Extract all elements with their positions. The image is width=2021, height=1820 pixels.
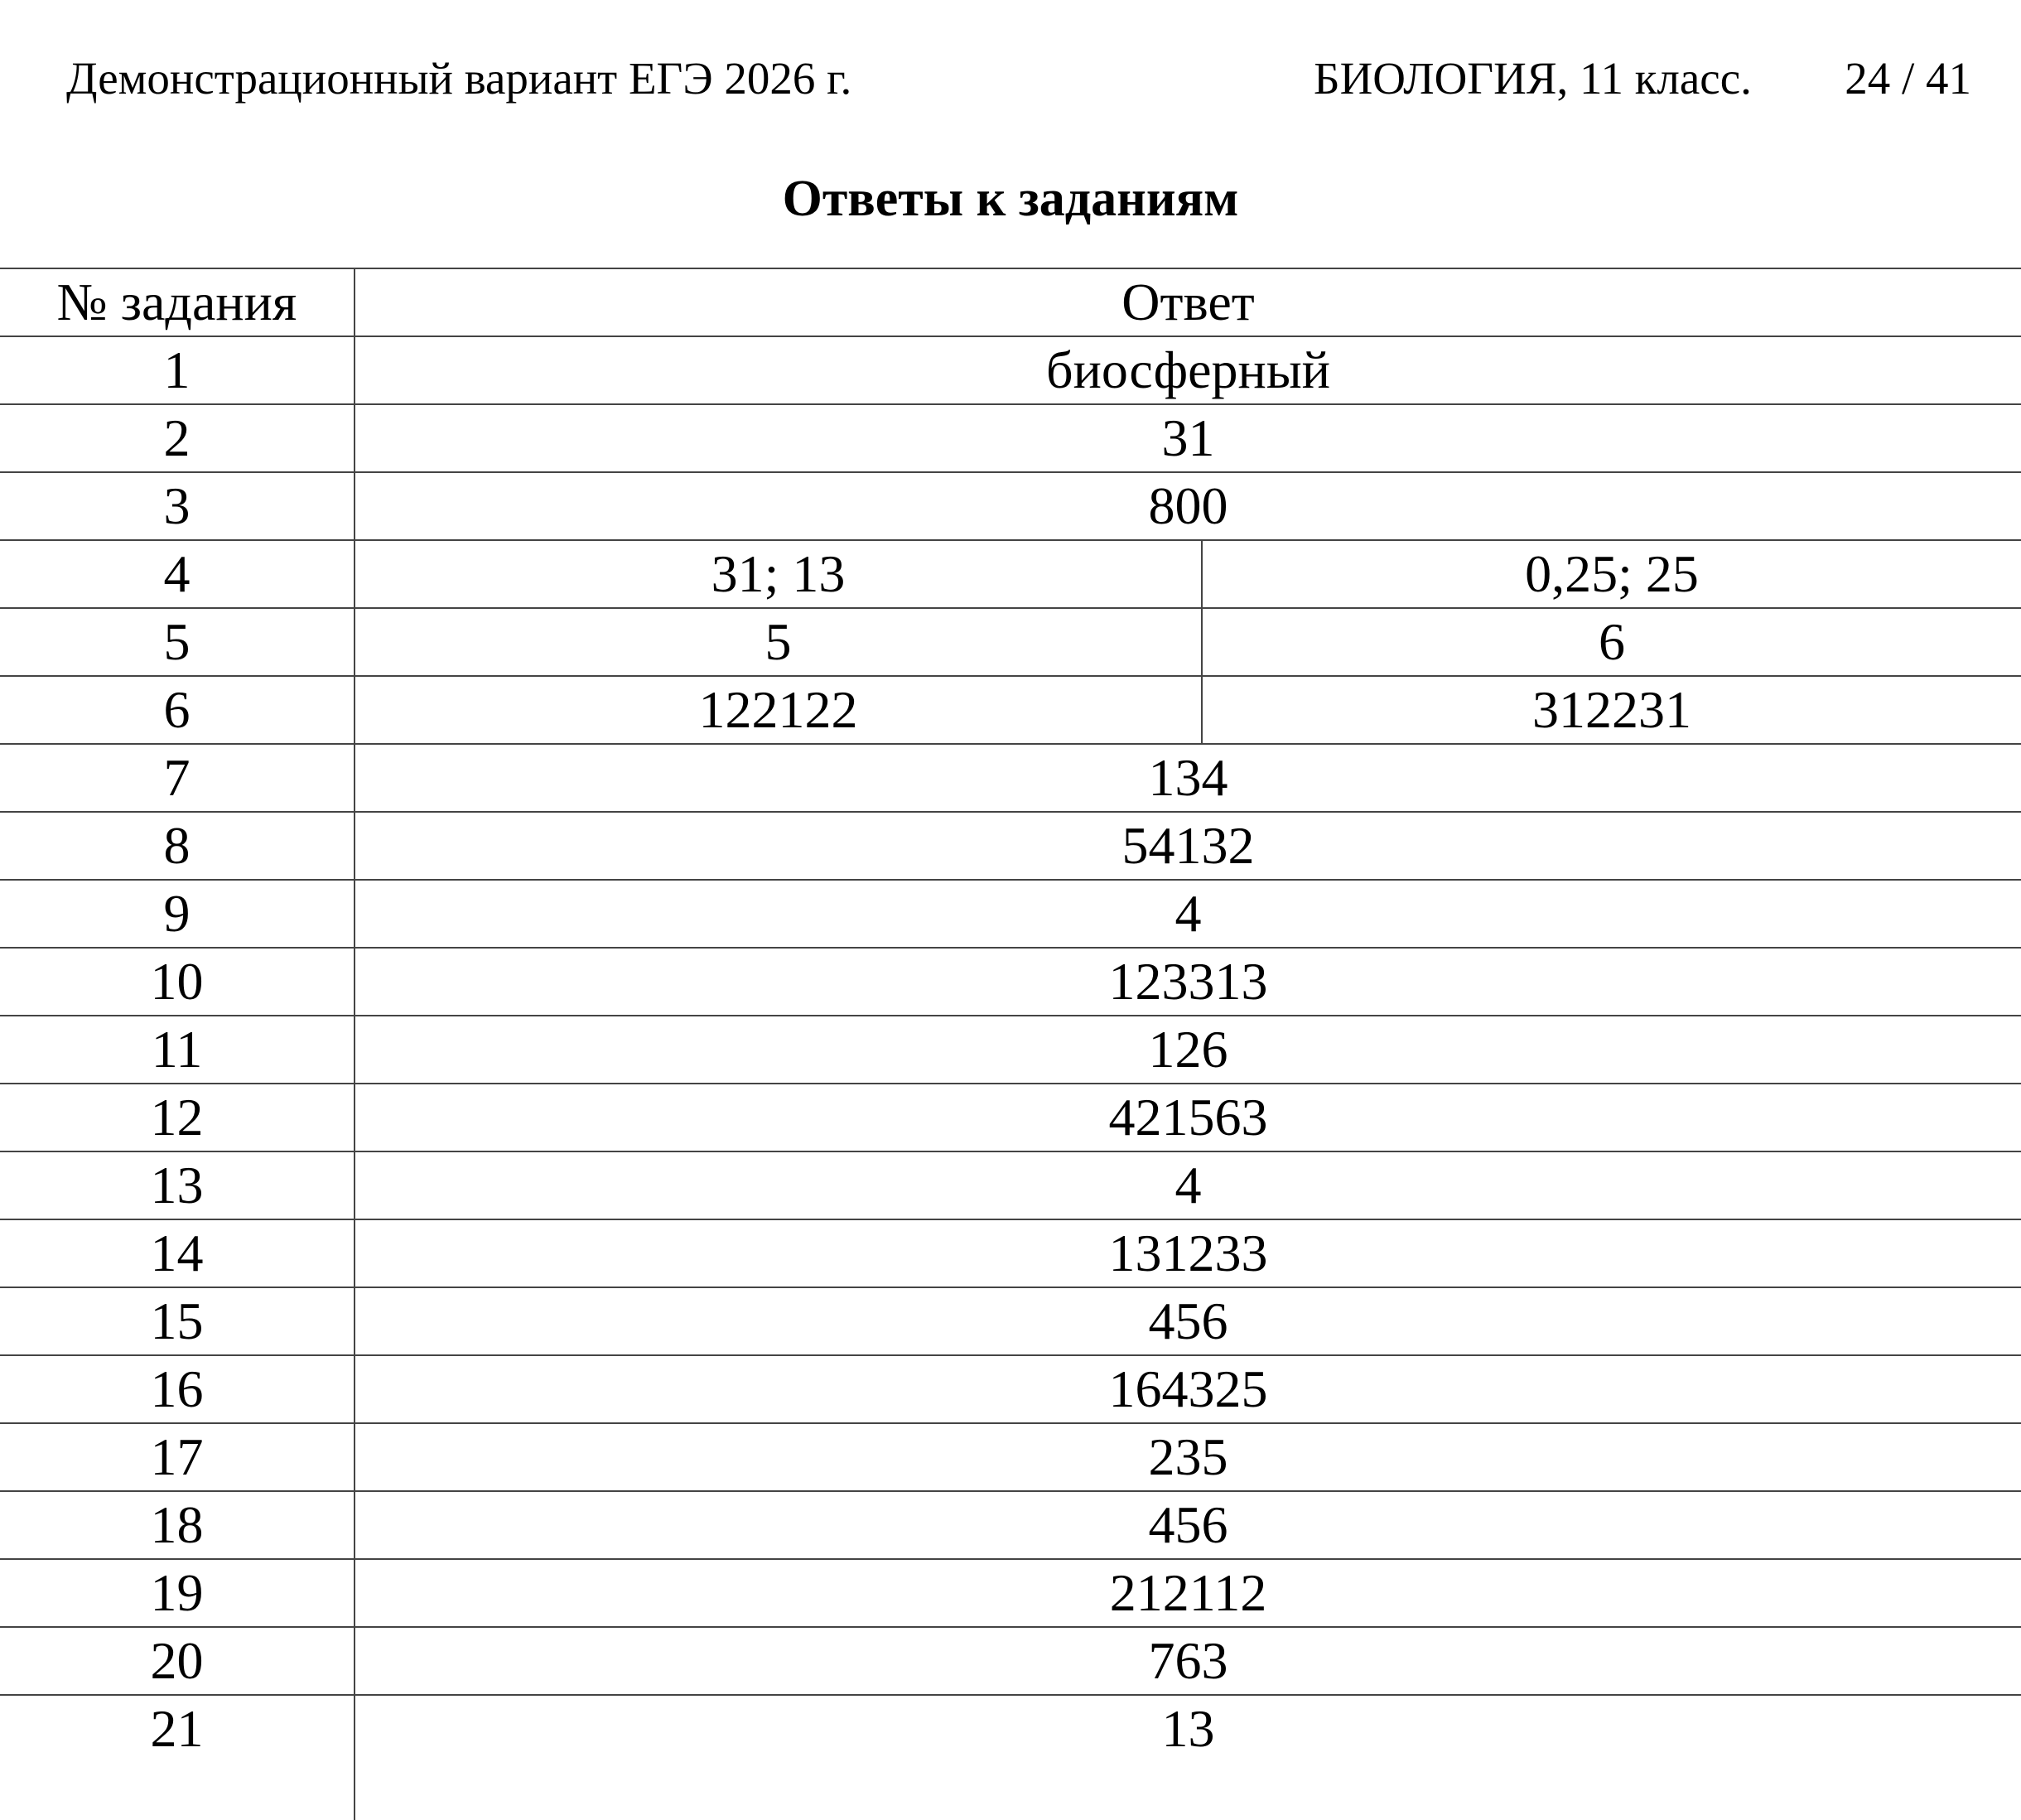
table-row (0, 1695, 2021, 1820)
answer-cell: 54132 (355, 812, 2021, 880)
table-row (0, 880, 2021, 948)
task-number-cell: 2 (0, 404, 355, 472)
page-number: 24 / 41 (1845, 53, 1971, 104)
answer-cell: 456 (355, 1287, 2021, 1355)
answer-cell: 164325 (355, 1355, 2021, 1423)
task-number-cell: 6 (0, 676, 355, 744)
table-row (0, 676, 2021, 744)
table-row (0, 608, 2021, 676)
table-row (0, 744, 2021, 812)
task-number-cell: 7 (0, 744, 355, 812)
task-number-cell: 15 (0, 1287, 355, 1355)
table-row (0, 1016, 2021, 1084)
answer-cell: биосферный (355, 336, 2021, 404)
column-header-task-number: № задания (0, 268, 355, 336)
answer-cell: 31 (355, 404, 2021, 472)
table-row (0, 812, 2021, 880)
answer-cell-variant-a: 5 (355, 608, 1202, 676)
table-row (0, 1084, 2021, 1151)
answer-cell: 4 (355, 880, 2021, 948)
task-number-cell: 18 (0, 1491, 355, 1559)
answer-cell: 134 (355, 744, 2021, 812)
table-row (0, 472, 2021, 540)
task-number-cell: 21 (0, 1695, 355, 1820)
answers-table (0, 268, 2021, 1820)
table-row (0, 540, 2021, 608)
answer-cell: 421563 (355, 1084, 2021, 1151)
task-number-cell: 1 (0, 336, 355, 404)
task-number-cell: 4 (0, 540, 355, 608)
task-number-cell: 5 (0, 608, 355, 676)
table-row (0, 404, 2021, 472)
table-row (0, 1355, 2021, 1423)
answer-cell-variant-b: 0,25; 25 (1202, 540, 2021, 608)
column-header-answer: Ответ (355, 268, 2021, 336)
answer-cell-variant-a: 31; 13 (355, 540, 1202, 608)
answer-cell-variant-b: 6 (1202, 608, 2021, 676)
answer-cell: 13 (355, 1695, 2021, 1820)
document-title: Демонстрационный вариант ЕГЭ 2026 г. (66, 53, 852, 104)
task-number-cell: 12 (0, 1084, 355, 1151)
table-row (0, 1559, 2021, 1627)
answer-cell: 212112 (355, 1559, 2021, 1627)
task-number-cell: 8 (0, 812, 355, 880)
table-row (0, 1423, 2021, 1491)
task-number-cell: 19 (0, 1559, 355, 1627)
answer-cell-variant-b: 312231 (1202, 676, 2021, 744)
answer-cell: 763 (355, 1627, 2021, 1695)
task-number-cell: 13 (0, 1151, 355, 1219)
table-row (0, 1491, 2021, 1559)
task-number-cell: 11 (0, 1016, 355, 1084)
table-row (0, 1287, 2021, 1355)
answer-cell: 131233 (355, 1219, 2021, 1287)
table-row (0, 1151, 2021, 1219)
task-number-cell: 3 (0, 472, 355, 540)
answer-cell: 235 (355, 1423, 2021, 1491)
task-number-cell: 9 (0, 880, 355, 948)
answer-cell: 456 (355, 1491, 2021, 1559)
table-row (0, 1219, 2021, 1287)
table-header-row (0, 268, 2021, 336)
subject-label: БИОЛОГИЯ, 11 класс. (1314, 53, 1752, 104)
answer-cell: 126 (355, 1016, 2021, 1084)
task-number-cell: 17 (0, 1423, 355, 1491)
answer-cell: 4 (355, 1151, 2021, 1219)
task-number-cell: 10 (0, 948, 355, 1016)
page-header (66, 50, 1971, 108)
table-row (0, 1627, 2021, 1695)
task-number-cell: 20 (0, 1627, 355, 1695)
answer-cell: 123313 (355, 948, 2021, 1016)
task-number-cell: 14 (0, 1219, 355, 1287)
table-row (0, 948, 2021, 1016)
answer-cell: 800 (355, 472, 2021, 540)
task-number-cell: 16 (0, 1355, 355, 1423)
answer-cell-variant-a: 122122 (355, 676, 1202, 744)
section-title: Ответы к заданиям (782, 171, 1239, 227)
table-row (0, 336, 2021, 404)
